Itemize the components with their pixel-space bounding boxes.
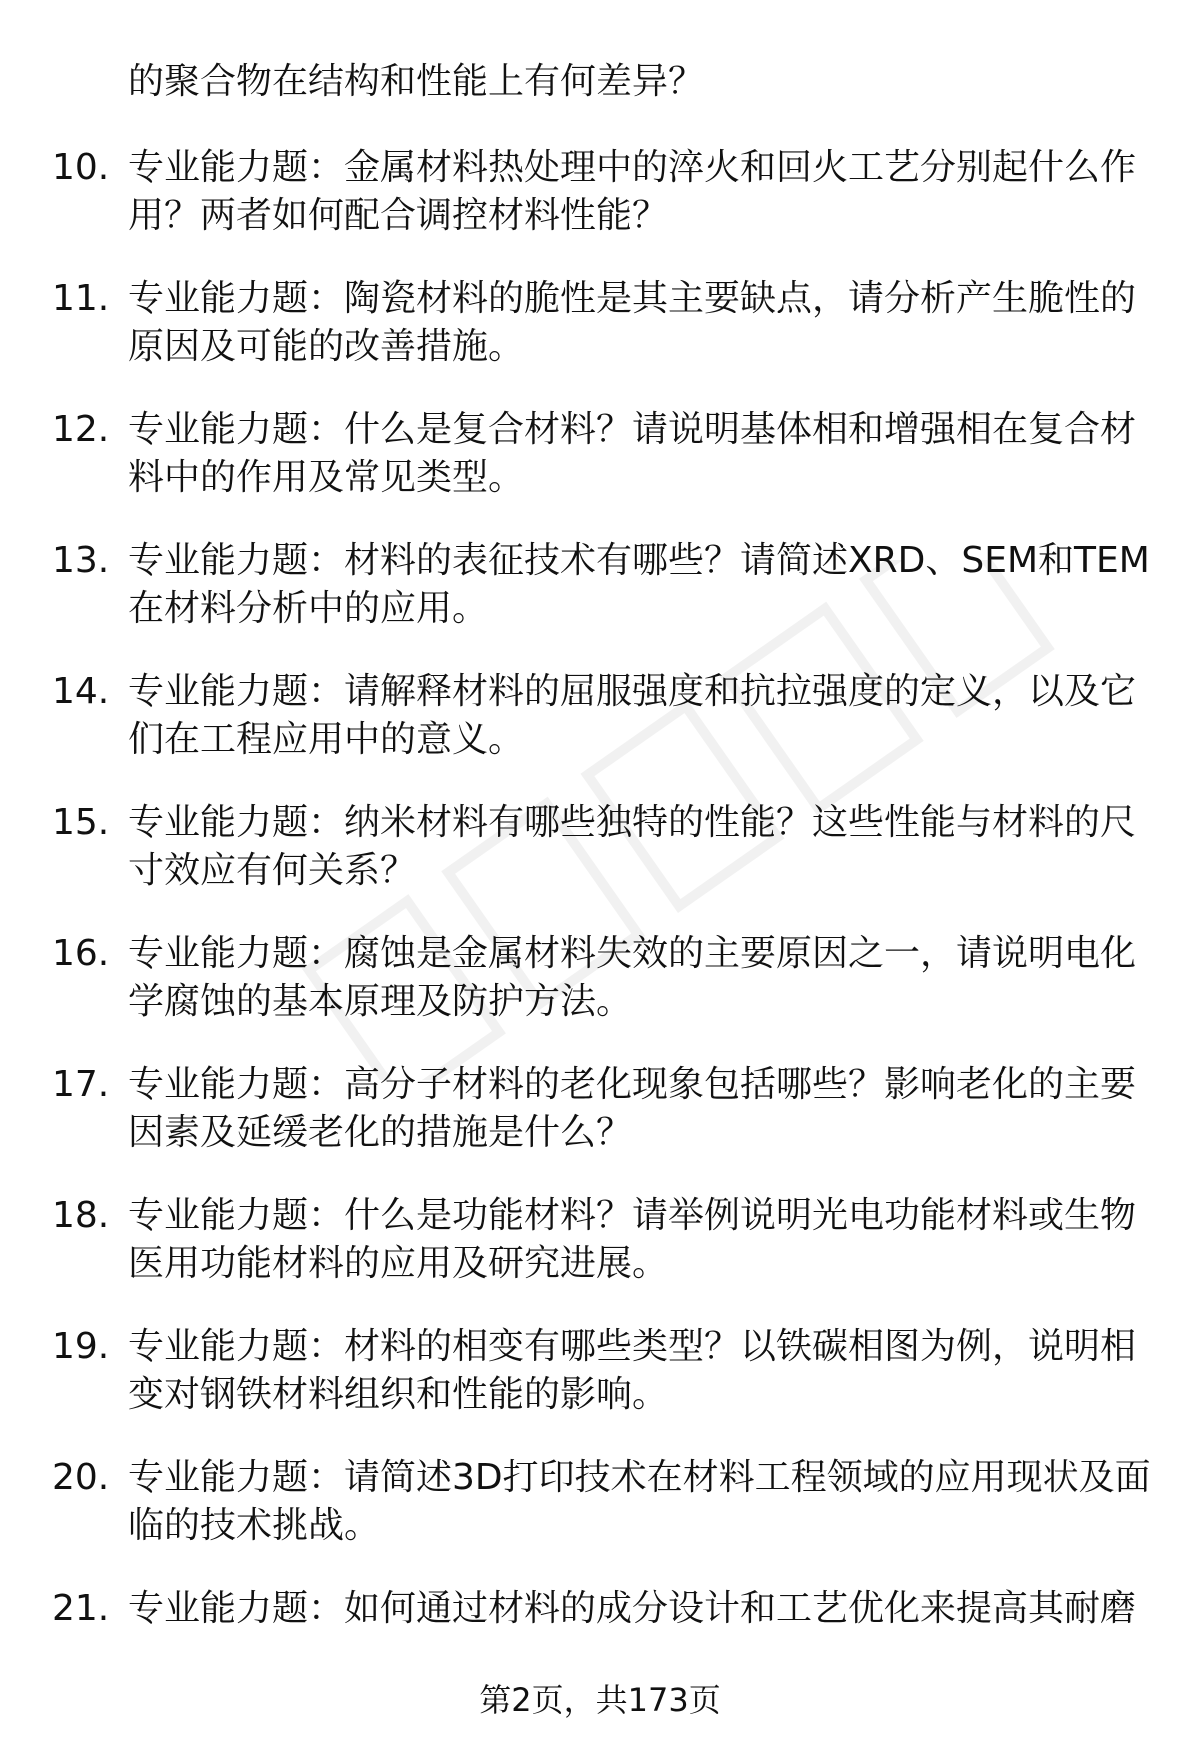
list-item <box>0 930 1200 1061</box>
question-text <box>128 930 1148 1026</box>
question-line: 专业能力题：腐蚀是金属材料失效的主要原因之一，请说明电化 <box>128 933 1137 974</box>
question-line: 专业能力题：材料的表征技术有哪些？请简述XRD、SEM和TEM <box>128 540 1150 581</box>
question-line: 专业能力题：金属材料热处理中的淬火和回火工艺分别起什么作 <box>128 147 1137 188</box>
list-item <box>0 1192 1200 1323</box>
list-item <box>0 275 1200 406</box>
question-text <box>128 1323 1148 1419</box>
question-line: 学腐蚀的基本原理及防护方法。 <box>128 981 633 1022</box>
list-item <box>0 1061 1200 1192</box>
list-item <box>0 537 1200 668</box>
question-line: 原因及可能的改善措施。 <box>128 326 525 367</box>
question-number: 15. <box>52 802 110 843</box>
question-line: 专业能力题：材料的相变有哪些类型？以铁碳相图为例，说明相 <box>128 1326 1137 1367</box>
question-text <box>128 144 1148 240</box>
question-line: 专业能力题：如何通过材料的成分设计和工艺优化来提高其耐磨 <box>128 1588 1137 1629</box>
list-item <box>0 799 1200 930</box>
question-text <box>128 406 1148 502</box>
list-item <box>0 1323 1200 1454</box>
question-number: 20. <box>52 1457 110 1498</box>
question-line: 专业能力题：什么是功能材料？请举例说明光电功能材料或生物 <box>128 1195 1137 1236</box>
question-text <box>128 1454 1151 1550</box>
list-item <box>0 406 1200 537</box>
question-number: 11. <box>52 278 110 319</box>
question-line: 寸效应有何关系？ <box>128 850 417 891</box>
question-number: 10. <box>52 147 110 188</box>
question-number: 19. <box>52 1326 110 1367</box>
continuation-text: 的聚合物在结构和性能上有何差异？ <box>128 61 705 102</box>
question-line: 专业能力题：请解释材料的屈服强度和抗拉强度的定义，以及它 <box>128 671 1137 712</box>
question-text <box>128 1061 1148 1157</box>
question-text <box>128 668 1148 764</box>
question-text <box>128 1192 1148 1288</box>
question-line: 专业能力题：高分子材料的老化现象包括哪些？影响老化的主要 <box>128 1064 1137 1105</box>
question-number: 13. <box>52 540 110 581</box>
question-number: 12. <box>52 409 110 450</box>
question-line: 专业能力题：请简述3D打印技术在材料工程领域的应用现状及面 <box>128 1457 1151 1498</box>
question-text <box>128 537 1148 633</box>
question-line: 临的技术挑战。 <box>128 1505 381 1546</box>
question-line: 专业能力题：什么是复合材料？请说明基体相和增强相在复合材 <box>128 409 1137 450</box>
question-text <box>128 275 1148 371</box>
question-number: 17. <box>52 1064 110 1105</box>
question-line: 用？两者如何配合调控材料性能？ <box>128 195 669 236</box>
question-line: 料中的作用及常见类型。 <box>128 457 525 498</box>
question-text <box>128 1585 1148 1633</box>
question-line: 变对钢铁材料组织和性能的影响。 <box>128 1374 669 1415</box>
list-item <box>0 1454 1200 1585</box>
question-line: 因素及延缓老化的措施是什么？ <box>128 1112 633 1153</box>
question-line: 们在工程应用中的意义。 <box>128 719 525 760</box>
page-number: 第2页，共173页 <box>479 1681 721 1719</box>
question-number: 21. <box>52 1588 110 1629</box>
question-number: 18. <box>52 1195 110 1236</box>
question-list <box>0 144 1200 1716</box>
question-line: 医用功能材料的应用及研究进展。 <box>128 1243 669 1284</box>
question-number: 16. <box>52 933 110 974</box>
question-number: 14. <box>52 671 110 712</box>
list-item <box>0 668 1200 799</box>
list-item <box>0 144 1200 275</box>
question-line: 专业能力题：陶瓷材料的脆性是其主要缺点，请分析产生脆性的 <box>128 278 1137 319</box>
question-line: 专业能力题：纳米材料有哪些独特的性能？这些性能与材料的尺 <box>128 802 1137 843</box>
question-line: 在材料分析中的应用。 <box>128 588 489 629</box>
question-text <box>128 799 1148 895</box>
